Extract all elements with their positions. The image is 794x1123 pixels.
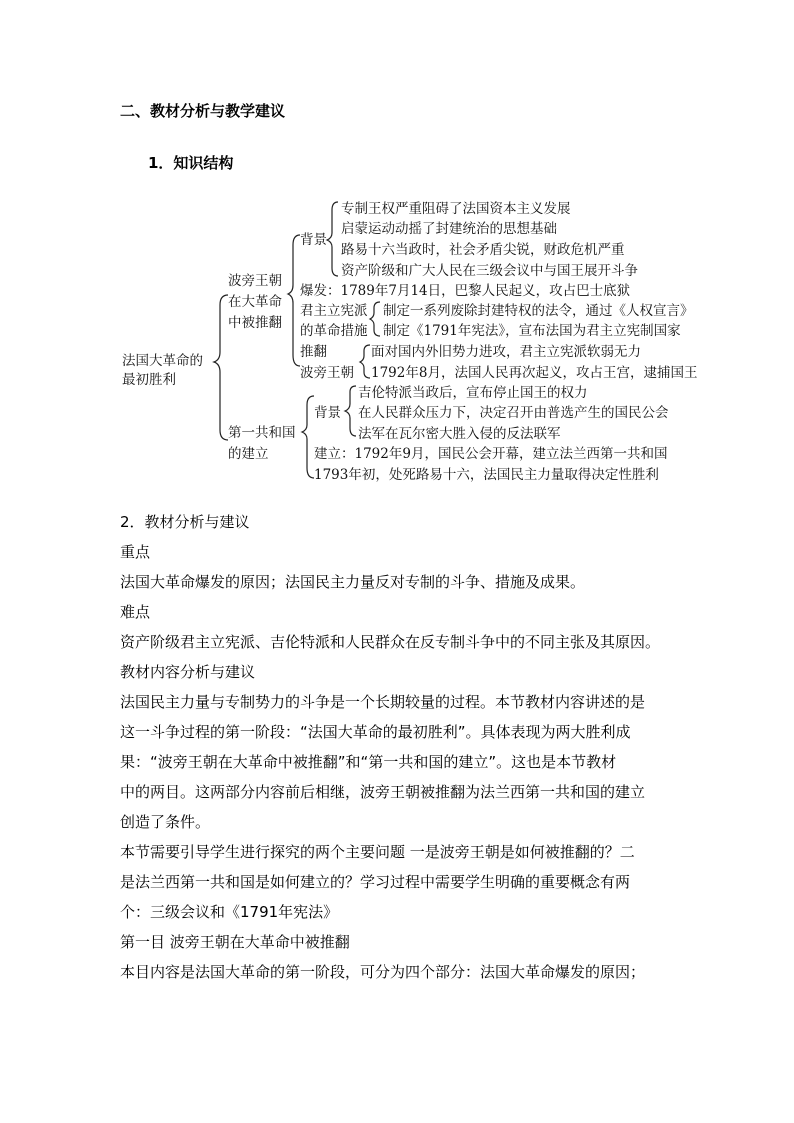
tree-overthrow-label2: 波旁王朝 [300,365,354,381]
tree-background-label: 背景 [300,232,327,248]
tree-measure1: 制定一系列废除封建特权的法令，通过《人权宣言》 [383,303,694,319]
difficulty-label: 难点 [120,603,151,621]
tree-bg1: 专制王权严重阻碍了法国资本主义发展 [341,201,571,217]
tree-measure2: 制定《1791年宪法》，宣布法国为君主立宪制国家 [383,323,681,339]
measures-bracket [370,302,380,336]
branch2-bracket [302,396,314,478]
content-label: 教材内容分析与建议 [120,663,256,681]
tree-branch2-line1: 第一共和国 [228,425,296,441]
tree-background2-label: 背景 [314,405,341,421]
tree-bg2-1: 吉伦特派当政后，宣布停止国王的权力 [358,385,588,401]
key-text: 法国大革命爆发的原因；法国民主力量反对专制的斗争、措施及成果。 [120,573,586,591]
background2-bracket [345,386,356,436]
body-section [120,507,690,987]
tree-outbreak: 爆发：1789年7月14日，巴黎人民起义，攻占巴士底狱 [300,283,631,299]
paragraph1-line5: 创造了条件。 [120,813,211,831]
paragraph1-line1: 法国民主力量与专制势力的斗争是一个长期较量的过程。本节教材内容讲述的是 [120,693,646,711]
tree-root-line1: 法国大革命的 [122,353,203,369]
tree-branch1-line1: 波旁王朝 [228,273,282,289]
section-title: 二、教材分析与教学建议 [120,102,286,120]
tree-overthrow2: 1792年8月，法国人民再次起义，攻占王宫，逮捕国王 [371,365,698,381]
tree-final: 1793年初，处死路易十六，法国民主力量取得决定性胜利 [314,467,659,483]
subsection-title: 1．知识结构 [148,154,234,172]
tree-root-line2: 最初胜利 [122,372,176,388]
tree-overthrow-label1: 推翻 [300,344,327,360]
branch1-bracket [288,235,300,366]
background-bracket [327,202,338,276]
overthrow-bracket [360,345,370,378]
tree-branch1-line3: 中被推翻 [228,315,282,331]
paragraph1-line4: 中的两目。这两部分内容前后相继，波旁王朝被推翻为法兰西第一共和国的建立 [120,783,646,801]
tree-bg2-3: 法军在瓦尔密大胜入侵的反法联军 [358,426,561,442]
key-label: 重点 [120,543,151,561]
tree-bg2: 启蒙运动动摇了封建统治的思想基础 [341,221,557,237]
paragraph2-line3: 个：三级会议和《1791年宪法》 [120,903,339,921]
tree-measures-label1: 君主立宪派 [300,303,368,319]
root-bracket [214,295,228,440]
paragraph1-line2: 这一斗争过程的第一阶段：“法国大革命的最初胜利”。具体表现为两大胜利成 [120,723,631,741]
section1-title: 第一目 波旁王朝在大革命中被推翻 [120,933,350,951]
tree-establish: 建立：1792年9月，国民公会开幕，建立法兰西第一共和国 [314,446,668,462]
difficulty-text: 资产阶级君主立宪派、吉伦特派和人民群众在反专制斗争中的不同主张及其原因。 [120,633,661,651]
tree-measures-label2: 的革命措施 [300,323,368,339]
tree-bg2-2: 在人民群众压力下，决定召开由普选产生的国民公会 [358,405,669,421]
paragraph2-line1: 本节需要引导学生进行探究的两个主要问题 一是波旁王朝是如何被推翻的？二 [120,843,635,861]
analysis-heading: 2．教材分析与建议 [120,513,250,531]
tree-branch1-line2: 在大革命 [228,294,282,310]
tree-bg4: 资产阶级和广大人民在三级会议中与国王展开斗争 [341,263,638,279]
tree-branch2-line2: 的建立 [228,446,269,462]
tree-overthrow1: 面对国内外旧势力进攻，君主立宪派软弱无力 [371,344,641,360]
paragraph1-line3: 果：“波旁王朝在大革命中被推翻”和“第一共和国的建立”。这也是本节教材 [120,753,617,771]
section1-line1: 本目内容是法国大革命的第一阶段，可分为四个部分：法国大革命爆发的原因； [120,963,646,981]
paragraph2-line2: 是法兰西第一共和国是如何建立的？学习过程中需要学生明确的重要概念有两 [120,873,631,891]
tree-bg3: 路易十六当政时，社会矛盾尖锐，财政危机严重 [341,242,625,258]
